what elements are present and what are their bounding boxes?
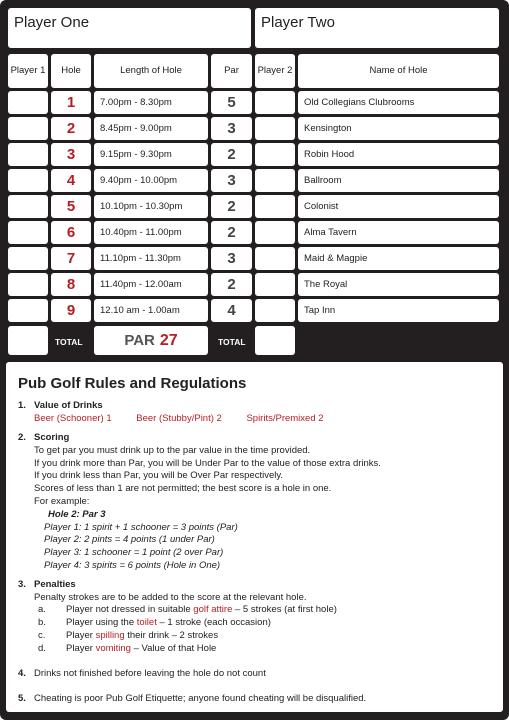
total-label-2: TOTAL — [218, 337, 246, 347]
par-total — [94, 326, 208, 355]
player2-total-cell[interactable] — [255, 326, 295, 355]
player2-score-cell[interactable] — [255, 221, 295, 244]
hole-number: 5 — [51, 195, 91, 218]
hole-name: Ballroom — [298, 169, 499, 192]
rule-value-of-drinks — [18, 400, 493, 426]
hole-par: 2 — [211, 221, 252, 244]
rule-text: Cheating is poor Pub Golf Etiquette; anyone found cheating will be disqualified. — [34, 692, 367, 704]
drink-schooner: Beer (Schooner) 1 — [34, 413, 112, 425]
player1-score-cell[interactable] — [8, 221, 48, 244]
hole-number: 8 — [51, 273, 91, 296]
rule-heading: Penalties — [34, 578, 76, 590]
par-total-value: 27 — [159, 331, 178, 349]
hole-time: 7.00pm - 8.30pm — [94, 91, 208, 114]
hole-time: 8.45pm - 9.00pm — [94, 117, 208, 140]
hole-par: 3 — [211, 117, 252, 140]
player1-total-cell[interactable] — [8, 326, 48, 355]
total-label-1: TOTAL — [55, 337, 83, 347]
player-two-label: Player Two — [261, 14, 335, 31]
par-total-label: PAR — [124, 332, 155, 349]
rule-penalties — [18, 579, 493, 656]
hole-time: 11.10pm - 11.30pm — [94, 247, 208, 270]
player2-score-cell[interactable] — [255, 117, 295, 140]
penalty-item — [34, 643, 493, 656]
rule-text: Drinks not finished before leaving the hole do not count — [34, 667, 266, 679]
penalty-text: – 5 strokes (at first hole) — [232, 604, 337, 616]
rule-number: 2. — [18, 431, 26, 443]
penalty-item — [34, 617, 493, 630]
penalty-text: Player not dressed in suitable — [66, 604, 194, 616]
hole-par: 3 — [211, 169, 252, 192]
scoring-line: If you drink less than Par, you will be Over Par respectively. — [34, 470, 284, 482]
rule-unfinished-drinks — [18, 668, 493, 681]
hole-number: 2 — [51, 117, 91, 140]
example-line: Player 3: 1 schooner = 1 point (2 over Par) — [44, 547, 224, 559]
header-player-1: Player 1 — [8, 54, 48, 88]
hole-time: 10.10pm - 10.30pm — [94, 195, 208, 218]
rule-number: 1. — [18, 400, 26, 412]
hole-name: Alma Tavern — [298, 221, 499, 244]
hole-number: 7 — [51, 247, 91, 270]
header-par: Par — [211, 54, 252, 88]
penalty-letter: d. — [38, 642, 46, 654]
rule-number: 5. — [18, 692, 26, 704]
penalty-text: Player — [66, 642, 96, 654]
penalty-item — [34, 604, 493, 617]
player1-score-cell[interactable] — [8, 143, 48, 166]
hole-number: 3 — [51, 143, 91, 166]
player2-score-cell[interactable] — [255, 247, 295, 270]
penalty-letter: b. — [38, 617, 46, 629]
penalty-text: – 1 stroke (each occasion) — [156, 617, 271, 629]
scoring-line: To get par you must drink up to the par value in the time provided. — [34, 444, 311, 456]
rule-number: 4. — [18, 667, 26, 679]
player2-score-cell[interactable] — [255, 195, 295, 218]
hole-par: 5 — [211, 91, 252, 114]
hole-time: 11.40pm - 12.00am — [94, 273, 208, 296]
hole-time: 9.40pm - 10.00pm — [94, 169, 208, 192]
player1-score-cell[interactable] — [8, 91, 48, 114]
hole-time: 10.40pm - 11.00pm — [94, 221, 208, 244]
hole-number: 1 — [51, 91, 91, 114]
rule-heading: Scoring — [34, 431, 70, 443]
scoring-line: For example: — [34, 495, 90, 507]
header-player-2: Player 2 — [255, 54, 295, 88]
penalty-item — [34, 630, 493, 643]
rule-number: 3. — [18, 578, 26, 590]
player-one-box[interactable] — [8, 8, 251, 48]
penalty-highlight: spilling — [95, 630, 125, 642]
penalty-letter: a. — [38, 604, 46, 616]
penalty-intro: Penalty strokes are to be added to the score at the relevant hole. — [34, 591, 307, 603]
hole-name: Kensington — [298, 117, 499, 140]
player1-score-cell[interactable] — [8, 247, 48, 270]
penalty-highlight: toilet — [136, 617, 157, 629]
header-hole: Hole — [51, 54, 91, 88]
hole-number: 9 — [51, 299, 91, 322]
penalty-letter: c. — [38, 630, 46, 642]
hole-par: 2 — [211, 195, 252, 218]
rule-scoring — [18, 432, 493, 573]
player2-score-cell[interactable] — [255, 143, 295, 166]
penalty-highlight: golf attire — [193, 604, 233, 616]
player1-score-cell[interactable] — [8, 169, 48, 192]
hole-name: Maid & Magpie — [298, 247, 499, 270]
player-one-label: Player One — [14, 14, 90, 31]
hole-name: The Royal — [298, 273, 499, 296]
player2-score-cell[interactable] — [255, 169, 295, 192]
rules-title: Pub Golf Rules and Regulations — [18, 375, 247, 392]
hole-par: 3 — [211, 247, 252, 270]
player2-score-cell[interactable] — [255, 273, 295, 296]
drink-stubby: Beer (Stubby/Pint) 2 — [136, 413, 222, 425]
hole-time: 12.10 am - 1.00am — [94, 299, 208, 322]
hole-name: Robin Hood — [298, 143, 499, 166]
player1-score-cell[interactable] — [8, 195, 48, 218]
example-line: Player 2: 2 pints = 4 points (1 under Par) — [44, 534, 215, 546]
hole-par: 2 — [211, 143, 252, 166]
penalty-highlight: vomiting — [95, 642, 131, 654]
header-name: Name of Hole — [298, 54, 499, 88]
rule-cheating — [18, 693, 493, 706]
player2-score-cell[interactable] — [255, 299, 295, 322]
hole-number: 4 — [51, 169, 91, 192]
scoring-line: Scores of less than 1 are not permitted; the best score is a hole in one. — [34, 483, 332, 495]
hole-par: 4 — [211, 299, 252, 322]
scoring-line: If you drink more than Par, you will be Under Par to the value of those extra drinks. — [34, 457, 381, 469]
example-line: Player 1: 1 spirit + 1 schooner = 3 points (Par) — [44, 521, 238, 533]
hole-name: Tap Inn — [298, 299, 499, 322]
example-line: Player 4: 3 spirits = 6 points (Hole in One) — [44, 560, 221, 571]
penalty-text: their drink – 2 strokes — [124, 630, 219, 642]
rule-heading: Value of Drinks — [34, 400, 103, 412]
header-length: Length of Hole — [94, 54, 208, 88]
hole-time: 9.15pm - 9.30pm — [94, 143, 208, 166]
hole-name: Old Collegians Clubrooms — [298, 91, 499, 114]
player1-score-cell[interactable] — [8, 299, 48, 322]
rules-panel — [6, 362, 503, 712]
hole-number: 6 — [51, 221, 91, 244]
player1-score-cell[interactable] — [8, 117, 48, 140]
player1-score-cell[interactable] — [8, 273, 48, 296]
penalty-text: Player using the — [66, 617, 137, 629]
hole-name: Colonist — [298, 195, 499, 218]
example-heading: Hole 2: Par 3 — [48, 508, 106, 520]
penalty-text: – Value of that Hole — [130, 642, 217, 654]
player2-score-cell[interactable] — [255, 91, 295, 114]
penalty-text: Player — [66, 630, 96, 642]
player-two-box[interactable] — [255, 8, 499, 48]
drink-spirits: Spirits/Premixed 2 — [246, 413, 324, 425]
hole-par: 2 — [211, 273, 252, 296]
